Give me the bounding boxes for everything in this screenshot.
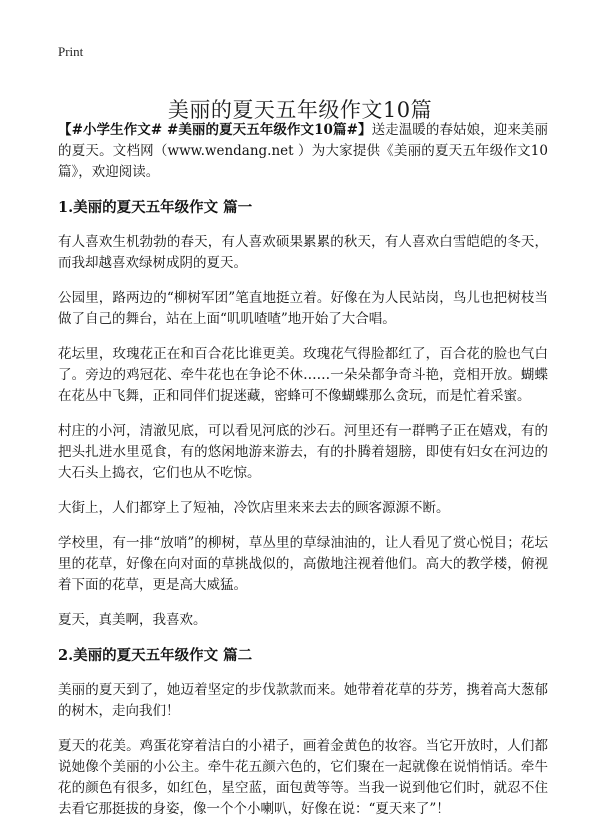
paragraph: 学校里，有一排“放哨”的柳树，草丛里的草绿油油的，让人看见了赏心悦目；花坛里的花草，好像在向对面的草挑战似的，高傲地注视着他们。高大的教学楼，俯视着下面的花草，更是高大威猛。	[58, 535, 548, 593]
intro-tag: 【#小学生作文# #美丽的夏天五年级作文10篇#】	[58, 122, 372, 138]
intro-paragraph	[58, 120, 548, 183]
print-link[interactable]: Print	[58, 44, 84, 59]
section-heading-2: 2.美丽的夏天五年级作文 篇二	[58, 647, 253, 664]
page-title: 美丽的夏天五年级作文10篇	[167, 98, 433, 123]
section-heading-1: 1.美丽的夏天五年级作文 篇一	[58, 199, 253, 216]
paragraph: 村庄的小河，清澈见底，可以看见河底的沙石。河里还有一群鸭子正在嬉戏，有的把头扎进水里觅食，有的悠闲地游来游去，有的扑腾着翅膀，即使有妇女在河边的大石头上捣衣，它们也从不吃惊。	[58, 423, 548, 481]
paragraph: 夏天，真美啊，我喜欢。	[58, 612, 207, 628]
paragraph: 夏天的花美。鸡蛋花穿着洁白的小裙子，画着金黄色的妆容。当它开放时，人们都说她像个美丽的小公主。牵牛花五颜六色的，它们聚在一起就像在说悄悄话。牵牛花的颜色有很多，如红色，星空蓝，面包黄等等。当我一说到他它们时，就忍不住去看它那挺拔的身姿，像一个个小喇叭，好像在说：“夏天来了”！	[58, 738, 548, 817]
paragraph: 有人喜欢生机勃勃的春天，有人喜欢硕果累累的秋天，有人喜欢白雪皑皑的冬天，而我却越喜欢绿树成阴的夏天。	[58, 234, 548, 271]
intro-text: 送走温暖的春姑娘，迎来美丽的夏天。文档网（www.wendang.net ）为大家提供《美丽的夏天五年级作文10篇》，欢迎阅读。	[58, 122, 549, 180]
paragraph: 美丽的夏天到了，她迈着坚定的步伐款款而来。她带着花草的芬芳，携着高大葱郁的树木，走向我们！	[58, 682, 548, 719]
paragraph: 大街上，人们都穿上了短袖，冷饮店里来来去去的顾客源源不断。	[58, 500, 450, 516]
article-body	[58, 120, 548, 828]
paragraph: 花坛里，玫瑰花正在和百合花比谁更美。玫瑰花气得脸都红了，百合花的脸也气白了。旁边的鸡冠花、牵牛花也在争论不休……一朵朵都争奇斗艳，竞相开放。蝴蝶在花丛中飞舞，正和同伴们捉迷藏，密蜂可不像蝴蝶那么贪玩，而是忙着采蜜。	[58, 346, 548, 404]
paragraph: 公园里，路两边的“柳树军团”笔直地挺立着。好像在为人民站岗，鸟儿也把树枝当做了自己的舞台，站在上面“叽叽喳喳”地开始了大合唱。	[58, 290, 548, 327]
